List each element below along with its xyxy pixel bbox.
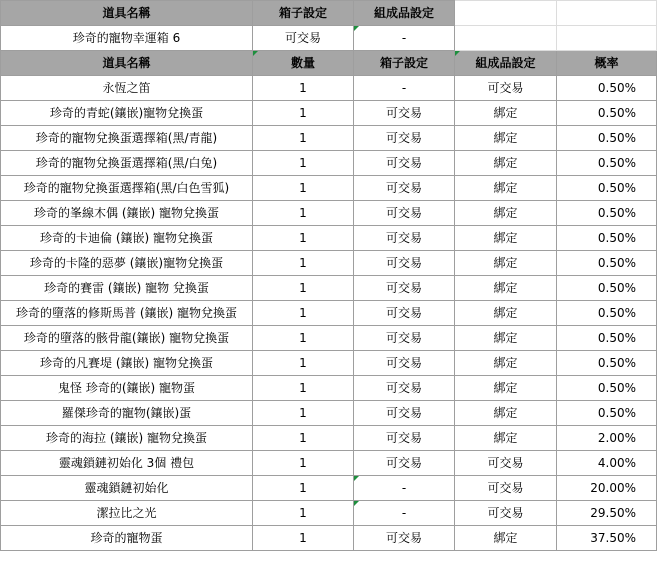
probability-cell[interactable]: 0.50% bbox=[557, 401, 657, 426]
table-row bbox=[1, 401, 657, 426]
header-component-setting[interactable]: 組成品設定 bbox=[455, 51, 557, 76]
box-setting-cell[interactable]: - bbox=[354, 501, 455, 526]
table-row bbox=[1, 126, 657, 151]
header-quantity[interactable]: 數量 bbox=[253, 51, 354, 76]
box-setting-cell[interactable]: 可交易 bbox=[354, 301, 455, 326]
table-row bbox=[1, 526, 657, 551]
item-name-cell[interactable]: 珍奇的寵物兌換蛋選擇箱(黑/白兔) bbox=[1, 151, 253, 176]
empty-cell[interactable] bbox=[455, 26, 557, 51]
table-row bbox=[1, 426, 657, 451]
table-row bbox=[1, 501, 657, 526]
probability-cell[interactable]: 4.00% bbox=[557, 451, 657, 476]
table-row bbox=[1, 226, 657, 251]
component-setting-cell[interactable]: 綁定 bbox=[455, 401, 557, 426]
component-setting-cell[interactable]: 綁定 bbox=[455, 101, 557, 126]
table-row bbox=[1, 101, 657, 126]
top-header-row bbox=[1, 1, 657, 26]
box-setting-cell[interactable]: - bbox=[354, 76, 455, 101]
component-setting-cell[interactable]: 綁定 bbox=[455, 176, 557, 201]
component-setting-cell[interactable]: 綁定 bbox=[455, 201, 557, 226]
component-setting-cell[interactable]: 可交易 bbox=[455, 476, 557, 501]
probability-cell[interactable]: 37.50% bbox=[557, 526, 657, 551]
item-name-cell[interactable]: 靈魂鎖鏈初始化 3個 禮包 bbox=[1, 451, 253, 476]
quantity-cell[interactable]: 1 bbox=[253, 451, 354, 476]
item-name-cell[interactable]: 珍奇的卡隆的惡夢 (鑲嵌)寵物兌換蛋 bbox=[1, 251, 253, 276]
probability-cell[interactable]: 0.50% bbox=[557, 326, 657, 351]
box-setting-cell[interactable]: 可交易 bbox=[354, 526, 455, 551]
component-setting-cell[interactable]: 綁定 bbox=[455, 301, 557, 326]
table-row bbox=[1, 251, 657, 276]
probability-cell[interactable]: 0.50% bbox=[557, 251, 657, 276]
component-setting-cell[interactable]: 可交易 bbox=[455, 451, 557, 476]
box-item-name[interactable]: 珍奇的寵物幸運箱 6 bbox=[1, 26, 253, 51]
quantity-cell[interactable]: 1 bbox=[253, 251, 354, 276]
quantity-cell[interactable]: 1 bbox=[253, 101, 354, 126]
component-setting-cell[interactable]: 綁定 bbox=[455, 426, 557, 451]
quantity-cell[interactable]: 1 bbox=[253, 276, 354, 301]
box-setting-cell[interactable]: 可交易 bbox=[354, 176, 455, 201]
box-setting-cell[interactable]: 可交易 bbox=[354, 351, 455, 376]
quantity-cell[interactable]: 1 bbox=[253, 351, 354, 376]
item-name-cell[interactable]: 珍奇的墮落的骸骨龍(鑲嵌) 寵物兌換蛋 bbox=[1, 326, 253, 351]
probability-cell[interactable]: 0.50% bbox=[557, 101, 657, 126]
quantity-cell[interactable]: 1 bbox=[253, 501, 354, 526]
header-probability[interactable]: 概率 bbox=[557, 51, 657, 76]
box-row bbox=[1, 26, 657, 51]
component-setting-cell[interactable]: 綁定 bbox=[455, 326, 557, 351]
item-name-cell[interactable]: 珍奇的賽雷 (鑲嵌) 寵物 兌換蛋 bbox=[1, 276, 253, 301]
header-item-name[interactable]: 道具名稱 bbox=[1, 51, 253, 76]
box-setting-cell[interactable]: 可交易 bbox=[354, 401, 455, 426]
box-setting-cell[interactable]: 可交易 bbox=[354, 151, 455, 176]
quantity-cell[interactable]: 1 bbox=[253, 326, 354, 351]
component-setting-cell[interactable]: 可交易 bbox=[455, 501, 557, 526]
table-row bbox=[1, 151, 657, 176]
quantity-cell[interactable]: 1 bbox=[253, 151, 354, 176]
component-setting-cell[interactable]: 綁定 bbox=[455, 526, 557, 551]
box-setting-cell[interactable]: 可交易 bbox=[354, 276, 455, 301]
item-name-cell[interactable]: 珍奇的凡賽堤 (鑲嵌) 寵物兌換蛋 bbox=[1, 351, 253, 376]
item-name-cell[interactable]: 珍奇的青蛇(鑲嵌)寵物兌換蛋 bbox=[1, 101, 253, 126]
quantity-cell[interactable]: 1 bbox=[253, 526, 354, 551]
component-setting-cell[interactable]: 可交易 bbox=[455, 76, 557, 101]
table-row bbox=[1, 76, 657, 101]
table-row bbox=[1, 276, 657, 301]
component-setting-cell[interactable]: 綁定 bbox=[455, 251, 557, 276]
probability-cell[interactable]: 0.50% bbox=[557, 176, 657, 201]
item-name-cell[interactable]: 潔拉比之光 bbox=[1, 501, 253, 526]
probability-cell[interactable]: 0.50% bbox=[557, 126, 657, 151]
box-box-setting[interactable]: 可交易 bbox=[253, 26, 354, 51]
table-row bbox=[1, 451, 657, 476]
item-name-cell[interactable]: 珍奇的墮落的修斯馬普 (鑲嵌) 寵物兌換蛋 bbox=[1, 301, 253, 326]
probability-cell[interactable]: 0.50% bbox=[557, 301, 657, 326]
item-name-cell[interactable]: 靈魂鎖鏈初始化 bbox=[1, 476, 253, 501]
component-setting-cell[interactable]: 綁定 bbox=[455, 126, 557, 151]
box-component-setting[interactable]: - bbox=[354, 26, 455, 51]
component-setting-cell[interactable]: 綁定 bbox=[455, 151, 557, 176]
box-setting-cell[interactable]: 可交易 bbox=[354, 201, 455, 226]
table-row bbox=[1, 351, 657, 376]
quantity-cell[interactable]: 1 bbox=[253, 226, 354, 251]
header-box-setting[interactable]: 箱子設定 bbox=[253, 1, 354, 26]
box-setting-cell[interactable]: 可交易 bbox=[354, 426, 455, 451]
probability-cell[interactable]: 0.50% bbox=[557, 76, 657, 101]
item-name-cell[interactable]: 珍奇的峯線木偶 (鑲嵌) 寵物兌換蛋 bbox=[1, 201, 253, 226]
box-setting-cell[interactable]: 可交易 bbox=[354, 126, 455, 151]
box-setting-cell[interactable]: 可交易 bbox=[354, 226, 455, 251]
quantity-cell[interactable]: 1 bbox=[253, 201, 354, 226]
probability-cell[interactable]: 0.50% bbox=[557, 201, 657, 226]
table-row bbox=[1, 301, 657, 326]
item-name-cell[interactable]: 羅傑珍奇的寵物(鑲嵌)蛋 bbox=[1, 401, 253, 426]
box-setting-cell[interactable]: - bbox=[354, 476, 455, 501]
box-setting-cell[interactable]: 可交易 bbox=[354, 251, 455, 276]
quantity-cell[interactable]: 1 bbox=[253, 401, 354, 426]
probability-cell[interactable]: 29.50% bbox=[557, 501, 657, 526]
probability-cell[interactable]: 0.50% bbox=[557, 276, 657, 301]
quantity-cell[interactable]: 1 bbox=[253, 376, 354, 401]
empty-cell[interactable] bbox=[557, 26, 657, 51]
component-setting-cell[interactable]: 綁定 bbox=[455, 351, 557, 376]
component-setting-cell[interactable]: 綁定 bbox=[455, 226, 557, 251]
probability-cell[interactable]: 0.50% bbox=[557, 376, 657, 401]
item-name-cell[interactable]: 鬼怪 珍奇的(鑲嵌) 寵物蛋 bbox=[1, 376, 253, 401]
empty-cell[interactable] bbox=[455, 1, 557, 26]
quantity-cell[interactable]: 1 bbox=[253, 476, 354, 501]
item-name-cell[interactable]: 珍奇的海拉 (鑲嵌) 寵物兌換蛋 bbox=[1, 426, 253, 451]
item-name-cell[interactable]: 永恆之笛 bbox=[1, 76, 253, 101]
probability-cell[interactable]: 0.50% bbox=[557, 226, 657, 251]
box-setting-cell[interactable]: 可交易 bbox=[354, 451, 455, 476]
table-row bbox=[1, 376, 657, 401]
table-row bbox=[1, 176, 657, 201]
probability-cell[interactable]: 20.00% bbox=[557, 476, 657, 501]
box-setting-cell[interactable]: 可交易 bbox=[354, 326, 455, 351]
probability-cell[interactable]: 2.00% bbox=[557, 426, 657, 451]
empty-cell[interactable] bbox=[557, 1, 657, 26]
probability-cell[interactable]: 0.50% bbox=[557, 151, 657, 176]
component-setting-cell[interactable]: 綁定 bbox=[455, 376, 557, 401]
item-name-cell[interactable]: 珍奇的寵物兌換蛋選擇箱(黑/白色雪狐) bbox=[1, 176, 253, 201]
item-name-cell[interactable]: 珍奇的寵物兌換蛋選擇箱(黑/青龍) bbox=[1, 126, 253, 151]
quantity-cell[interactable]: 1 bbox=[253, 426, 354, 451]
list-header-row bbox=[1, 51, 657, 76]
box-setting-cell[interactable]: 可交易 bbox=[354, 376, 455, 401]
box-setting-cell[interactable]: 可交易 bbox=[354, 101, 455, 126]
table-row bbox=[1, 326, 657, 351]
header-component-setting[interactable]: 組成品設定 bbox=[354, 1, 455, 26]
quantity-cell[interactable]: 1 bbox=[253, 301, 354, 326]
table-row bbox=[1, 201, 657, 226]
quantity-cell[interactable]: 1 bbox=[253, 176, 354, 201]
item-name-cell[interactable]: 珍奇的寵物蛋 bbox=[1, 526, 253, 551]
item-name-cell[interactable]: 珍奇的卡迪倫 (鑲嵌) 寵物兌換蛋 bbox=[1, 226, 253, 251]
header-box-setting[interactable]: 箱子設定 bbox=[354, 51, 455, 76]
component-setting-cell[interactable]: 綁定 bbox=[455, 276, 557, 301]
header-item-name[interactable]: 道具名稱 bbox=[1, 1, 253, 26]
quantity-cell[interactable]: 1 bbox=[253, 76, 354, 101]
quantity-cell[interactable]: 1 bbox=[253, 126, 354, 151]
table-row bbox=[1, 476, 657, 501]
probability-cell[interactable]: 0.50% bbox=[557, 351, 657, 376]
